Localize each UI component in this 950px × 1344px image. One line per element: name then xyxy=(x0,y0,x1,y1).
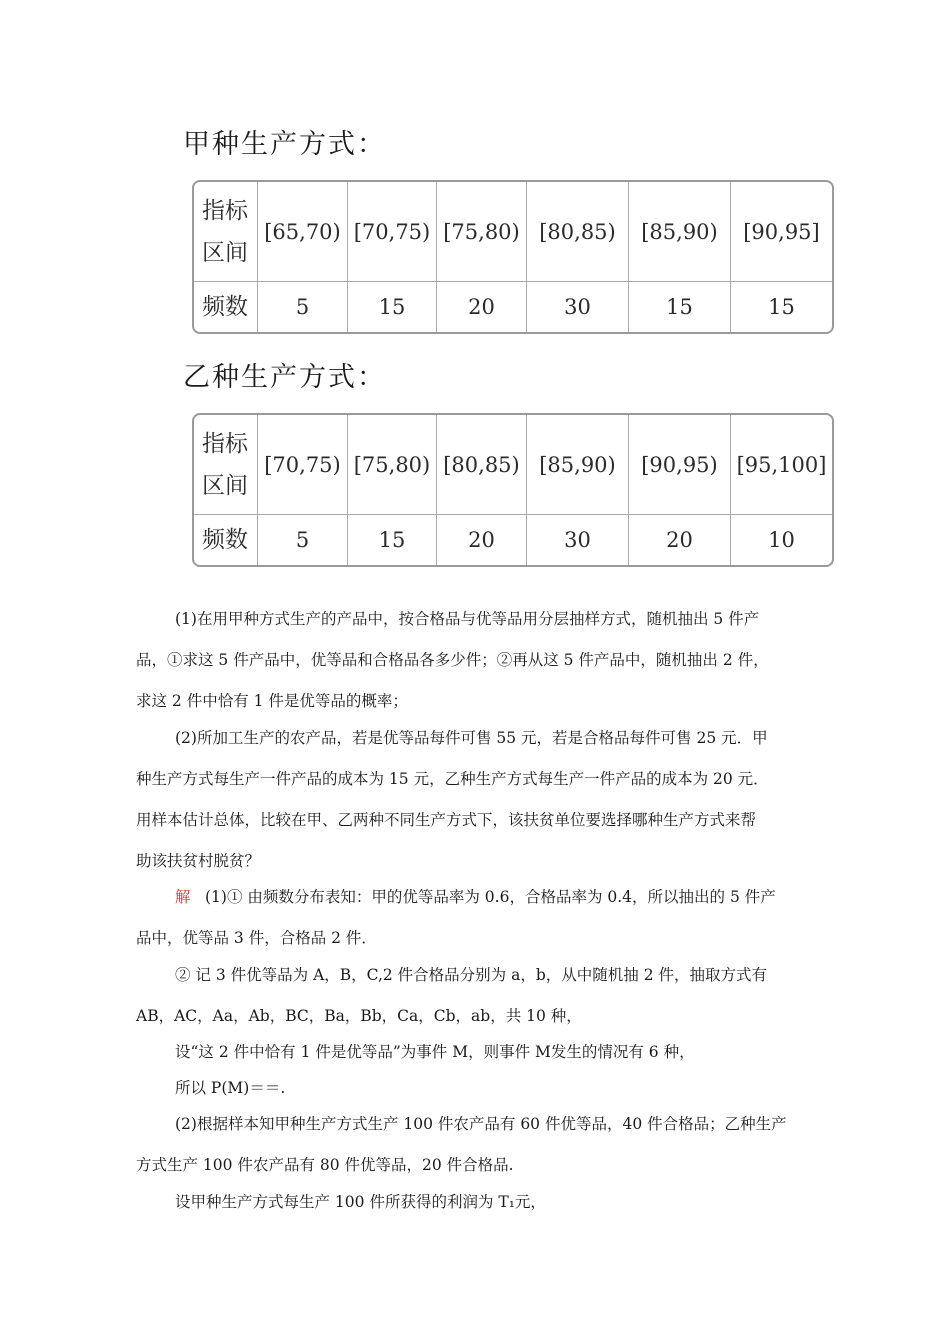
freq-header: 频数 xyxy=(194,282,258,332)
interval-header xyxy=(194,182,258,282)
question-2-line-2: 种生产方式每生产一件产品的成本为 15 元，乙种生产方式每生产一件产品的成本为 20 元． xyxy=(136,770,769,788)
solution-1-line-2: 品中，优等品 3 件，合格品 2 件． xyxy=(136,929,377,947)
solution-3: 设“这 2 件中恰有 1 件是优等品”为事件 M，则事件 M发生的情况有 6 种， xyxy=(175,1043,695,1061)
interval-header-line2: 区间 xyxy=(202,472,248,499)
table-cell: 15 xyxy=(629,282,731,332)
table-b xyxy=(192,413,834,567)
solution-1-line-1: (1)① 由频数分布表知：甲的优等品率为 0.6，合格品率为 0.4，所以抽出的 5 件产 xyxy=(205,888,776,906)
table-a-title: 甲种生产方式： xyxy=(183,129,386,160)
table-a xyxy=(192,180,834,334)
table-cell: [90,95] xyxy=(731,182,832,282)
interval-header xyxy=(194,415,258,515)
solution-4: 所以 P(M)＝＝. xyxy=(175,1079,286,1097)
solution-label: 解 xyxy=(175,888,191,906)
table-cell: [85,90) xyxy=(629,182,731,282)
solution-2-line-1: ② 记 3 件优等品为 A，B，C,2 件合格品分别为 a，b，从中随机抽 2 件，抽取方式有 xyxy=(175,966,767,984)
table-cell: 30 xyxy=(527,515,629,565)
table-cell: 15 xyxy=(768,295,795,319)
table-cell: [80,85) xyxy=(437,415,527,515)
question-2-line-3: 用样本估计总体，比较在甲、乙两种不同生产方式下，该扶贫单位要选择哪种生产方式来帮 xyxy=(136,811,757,829)
question-2-line-1: (2)所加工生产的农产品，若是优等品每件可售 55 元，若是合格品每件可售 25 元．甲 xyxy=(175,729,768,747)
question-1-line-3: 求这 2 件中恰有 1 件是优等品的概率； xyxy=(136,692,408,710)
question-1-line-2: 品，①求这 5 件产品中，优等品和合格品各多少件；②再从这 5 件产品中，随机抽出 2 件， xyxy=(136,651,769,669)
solution-5-line-1: (2)根据样本知甲种生产方式生产 100 件农产品有 60 件优等品，40 件合格品；乙种生产 xyxy=(175,1115,787,1133)
table-cell: [70,75) xyxy=(258,415,348,515)
table-cell: [75,80) xyxy=(348,415,437,515)
solution-6: 设甲种生产方式每生产 100 件所获得的利润为 T₁元， xyxy=(175,1193,546,1211)
table-cell: 30 xyxy=(527,282,629,332)
table-cell: 15 xyxy=(348,282,437,332)
table-cell: [80,85) xyxy=(527,182,629,282)
freq-header: 频数 xyxy=(194,515,258,565)
solution-5-line-2: 方式生产 100 件农产品有 80 件优等品，20 件合格品. xyxy=(136,1156,514,1174)
interval-header-line2: 区间 xyxy=(202,239,248,266)
table-cell: 20 xyxy=(437,515,527,565)
question-2-line-4: 助该扶贫村脱贫？ xyxy=(136,852,261,870)
question-1-line-1: (1)在用甲种方式生产的产品中，按合格品与优等品用分层抽样方式，随机抽出 5 件产 xyxy=(175,610,760,628)
table-cell: [85,90) xyxy=(527,415,629,515)
table-cell: 20 xyxy=(437,282,527,332)
table-cell: 20 xyxy=(629,515,731,565)
table-cell: [70,75) xyxy=(348,182,437,282)
table-cell: 15 xyxy=(348,515,437,565)
table-cell: 5 xyxy=(258,282,348,332)
table-cell: 10 xyxy=(768,528,795,552)
table-cell: 5 xyxy=(258,515,348,565)
interval-header-line1: 指标 xyxy=(202,197,248,224)
table-cell: [95,100] xyxy=(731,415,832,515)
solution-2-line-2: AB，AC，Aa，Ab，BC，Ba，Bb，Ca，Cb，ab，共 10 种， xyxy=(136,1007,582,1025)
table-b-title: 乙种生产方式： xyxy=(183,362,386,393)
table-cell: [90,95) xyxy=(629,415,731,515)
table-cell: [65,70) xyxy=(258,182,348,282)
table-cell: [75,80) xyxy=(437,182,527,282)
interval-header-line1: 指标 xyxy=(202,430,248,457)
